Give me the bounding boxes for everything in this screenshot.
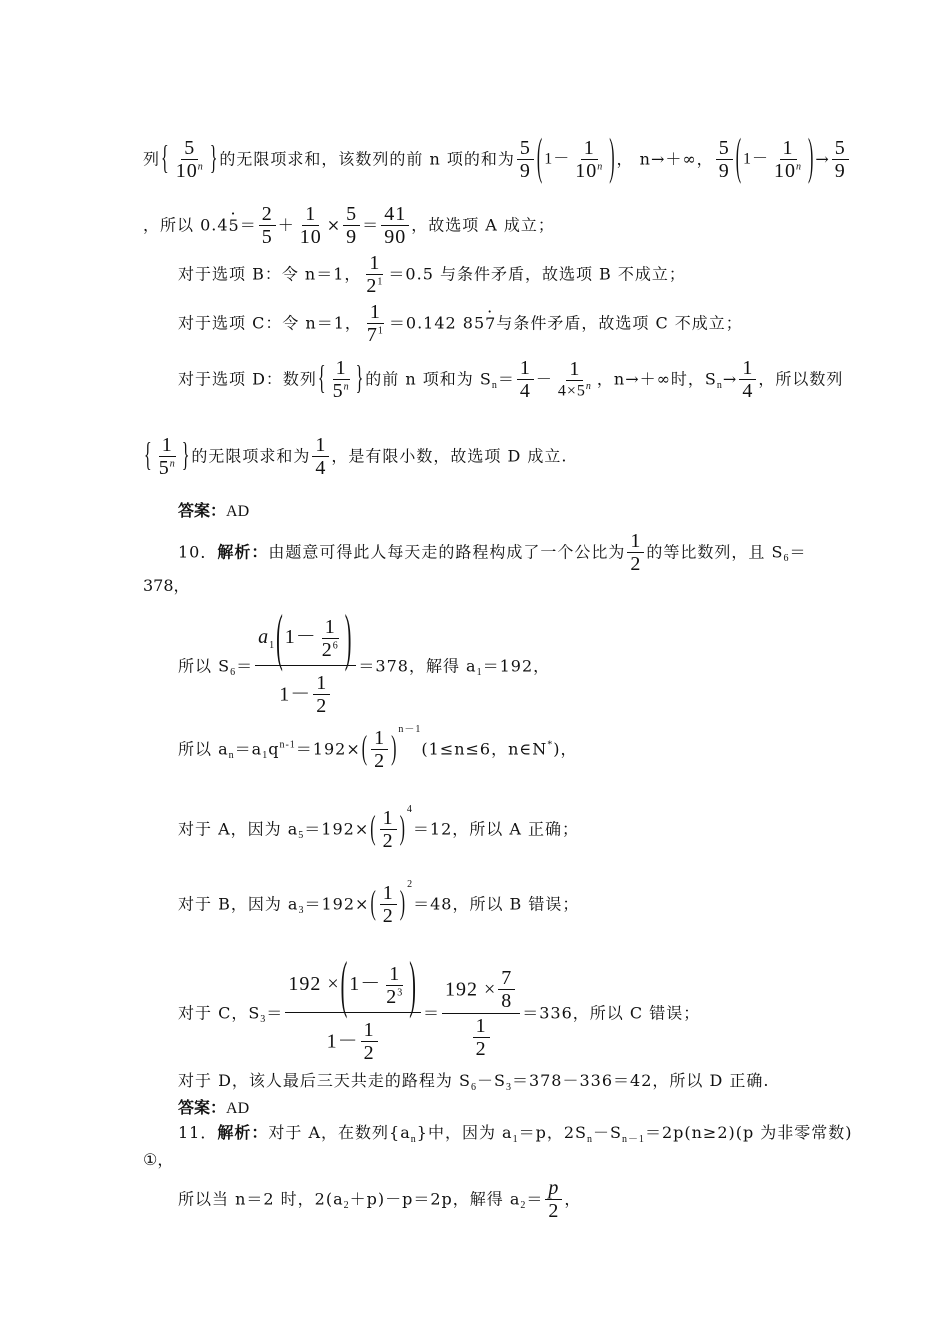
- line-option-b: 对于选项 B：令 n＝1， $\frac{1}{2^1}$ ＝0.5 与条件矛盾，故选项 B 不成立；: [178, 252, 686, 297]
- q11-cont: ①，: [143, 1150, 174, 1169]
- answer-1: 答案：AD: [178, 501, 250, 520]
- text: 的无限项求和，该数列的前 n 项的和为: [219, 149, 515, 169]
- q10-option-b: 对于 B，因为 $a_3=192\times$( $\frac{1}{2}$ )$^2$＝48，所以 B 错误；: [178, 879, 580, 927]
- line-option-d-cont: { $\frac{1}{5^n}$ }的无限项求和为 $\frac{1}{4}$ ，是有限小数，故选项 D 成立.: [144, 434, 568, 479]
- q10-option-a: 对于 A，因为 $a_5=192\times$( $\frac{1}{2}$ )$^4$＝12，所以 A 正确；: [178, 804, 579, 852]
- q10-cont: 378，: [143, 576, 190, 595]
- fraction: $\frac{5}{10^n}$: [175, 137, 204, 182]
- answer-2: 答案：AD: [178, 1098, 250, 1117]
- line-option-d: 对于选项 D：数列{ $\frac{1}{5^n}$ }的前 n 项和为 $S_n=$ $\frac{1}{4}$ － $\frac{1}{4\times 5^n}$ ，n→＋∞时，$S_n\to$ $\frac{1}{4}$ ，所以数列: [178, 357, 844, 402]
- last-line: 所以当 n＝2 时，$2(a_2+p)-p=2p$，解得 $a_2=$ $\frac{p}{2}$ ，: [178, 1177, 582, 1222]
- q10-option-d: 对于 D，该人最后三天共走的路程为 $S_6-S_3=378-336=42$，所以 D 正确.: [178, 1071, 770, 1094]
- line-series-sum: 列{ $\frac{5}{10^n}$ }的无限项求和，该数列的前 n 项的和为 $\frac{5}{9}$ (1－ $\frac{1}{10^n}$ )， n→＋∞， $\frac{5}{9}$ (1－ $\frac{1}{10^n}$ )→ $\frac{5}{9}$: [143, 137, 851, 182]
- fraction: $\frac{5}{9}$: [517, 137, 534, 182]
- an-formula: 所以 $a_n=a_1q^{n-1}=192\times$( $\frac{1}{2}$ )$^{n-1}$(1≤n≤6，n∈N*)，: [178, 724, 578, 772]
- q10-option-c: 对于 C，$S_3=$ 192 ×(1－ $\frac{1}{2^3}$ ) 1－ $\frac{1}{2}$ ＝ 192 × $\frac{7}{8}$ $\frac{1}{2}$ ＝336，所以 C 错误；: [178, 950, 701, 1064]
- q11-line: 11．解析：对于 A，在数列$\{a_n\}$中，因为 $a_1=p$，$2S_n-S_{n-1}=2p(n\ge 2)(p$ 为非零常数): [178, 1123, 853, 1146]
- line-decimal: ，所以 0.45 ·＝ $\frac{2}{5}$ ＋ $\frac{1}{10}$ × $\frac{5}{9}$ ＝ $\frac{41}{90}$ ，故选项 A 成立；: [143, 203, 555, 248]
- s6-formula: 所以 $S_6=$ $a_1(1-$ $\frac{1}{2^6}$ ) 1－ $\frac{1}{2}$ ＝378，解得 $a_1=192$，: [178, 603, 551, 717]
- q10-line: 10．解析：由题意可得此人每天走的路程构成了一个公比为 $\frac{1}{2}$ 的等比数列，且 $S_6=$: [178, 530, 807, 575]
- line-option-c: 对于选项 C：令 n＝1， $\frac{1}{7^1}$ ＝0.142 857 ·与条件矛盾，故选项 C 不成立；: [178, 301, 743, 346]
- left-brace: {: [161, 140, 170, 177]
- right-brace: }: [209, 140, 219, 177]
- text: 列: [143, 149, 161, 169]
